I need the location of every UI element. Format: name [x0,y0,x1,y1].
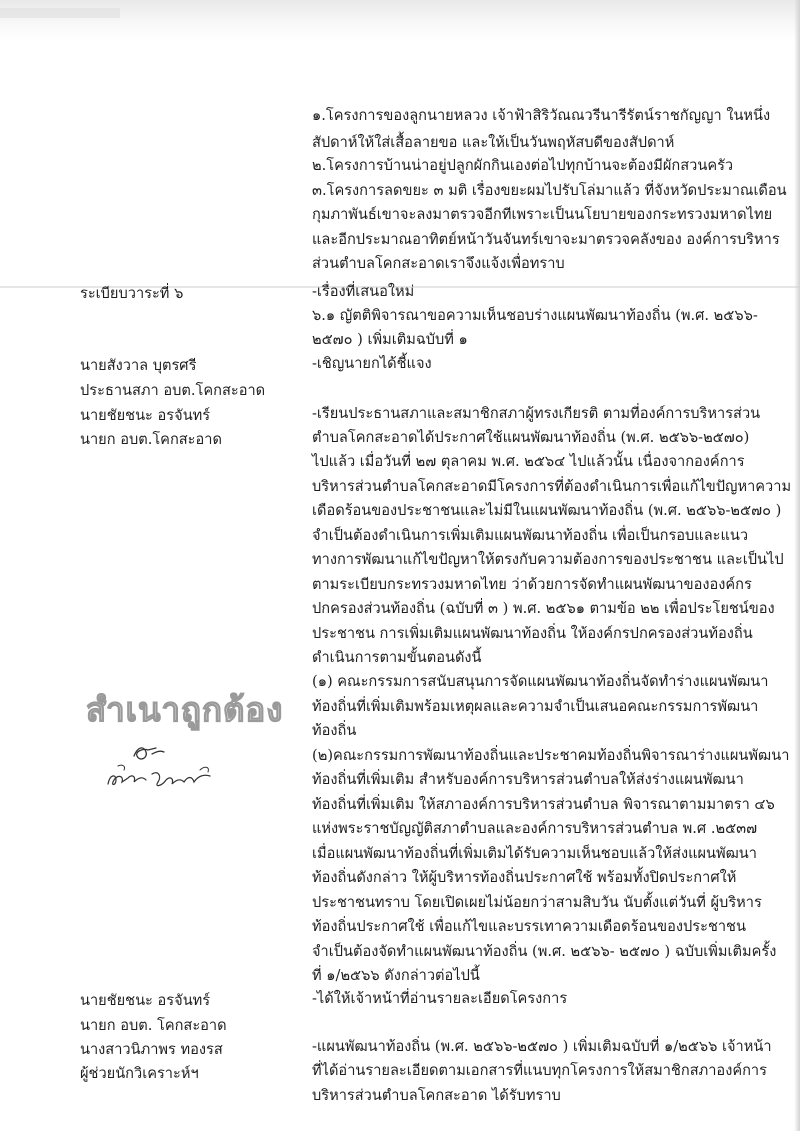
scan-smudge [0,8,120,18]
staff-statement-line: บริหารส่วนตำบลโคกสะอาด ได้รับทราบ [312,1087,561,1104]
top-block-line: กุมภาพันธ์เขาจะลงมาตรวจอีกทีเพราะเป็นนโยบายของกระทรวงมหาดไทย [312,206,773,223]
mayor-statement-line: บริหารส่วนตำบลโคกสะอาดมีโครงการที่ต้องดำเนินการเพื่อแก้ไขปัญหาความ [312,478,792,495]
signature-tail [118,765,208,772]
staff-statement-line: -แผนพัฒนาท้องถิ่น (พ.ศ. ๒๕๖๖-๒๕๗๐ ) เพิ่มเติมฉบับที่ ๑/๒๕๖๖ เจ้าหน้า [312,1038,772,1055]
agenda-6-line: ๖.๑ ญัตติพิจารณาขอความเห็นชอบร่างแผนพัฒนาท้องถิ่น (พ.ศ. ๒๕๖๖- [312,307,758,324]
mayor-statement-line: ทางการพัฒนาแก้ไขปัญหาให้ตรงกับความต้องการของประชาชน และเป็นไป [312,551,784,568]
handwritten-signature [100,736,230,796]
chair-name: นายสังวาล บุตรศรี [80,357,197,374]
mayor-statement-line: ตามระเบียบกระทรวงมหาดไทย ว่าด้วยการจัดทำแผนพัฒนาขององค์กร [312,576,752,593]
mayor-statement-line: ประชาชน การเพิ่มเติมแผนพัฒนาท้องถิ่น ให้องค์กรปกครองส่วนท้องถิ่น [312,625,753,642]
signature-lower-stroke [108,773,210,786]
mayor-statement-line: เมื่อแผนพัฒนาท้องถิ่นที่เพิ่มเติมได้รับความเห็นชอบแล้วให้ส่งแผนพัฒนา [312,845,757,862]
top-block-line: ๑.โครงการของลูกนายหลวง เจ้าฟ้าสิริวัณณวรีนารีรัตน์ราชกัญญา ในหนึ่ง [312,107,771,124]
scan-top-shadow [0,0,800,40]
top-block-line: สัปดาห์ให้ใส่เสื้อลายขอ และให้เป็นวันพฤหัสบดีของสัปดาห์ [312,134,675,151]
chair-role: ประธานสภา อบต.โคกสะอาด [80,382,266,399]
mayor-statement-line: จำเป็นต้องดำเนินการเพิ่มเติมแผนพัฒนาท้องถิ่น เพื่อเป็นกรอบและแนว [312,527,749,544]
mayor-statement-line: ไปแล้ว เมื่อวันที่ ๒๗ ตุลาคม พ.ศ. ๒๕๖๔ ไปแล้วนั้น เนื่องจากองค์การ [312,453,745,470]
mayor-statement-line: เดือดร้อนของประชาชนและไม่มีในแผนพัฒนาท้องถิ่น (พ.ศ. ๒๕๖๖-๒๕๗๐ ) [312,502,782,519]
mayor-name: นายชัยชนะ อรจันทร์ [80,407,211,424]
mayor-statement-line: ที่ ๑/๒๕๖๖ ดังกล่าวต่อไปนี้ [312,967,480,984]
scan-edge-shadow [794,0,800,1131]
mayor-statement-line: ท้องถิ่นที่เพิ่มเติม ให้สภาองค์การบริหารส่วนตำบล พิจารณาตามมาตรา ๔๖ [312,796,775,813]
staff-statement-line: ที่ได้อ่านรายละเอียดตามเอกสารที่แนบทุกโครงการให้สมาชิกสภาองค์การ [312,1062,767,1079]
top-block-line: ส่วนตำบลโคกสะอาดเราจึงแจ้งเพื่อทราบ [312,255,565,272]
bottom-left-line: นายก อบต. โคกสะอาด [80,1017,227,1034]
chair-statement: -เชิญนายกได้ชี้แจง [312,355,432,372]
top-block-line: ๒.โครงการบ้านน่าอยู่ปลูกผักกินเองต่อไปทุกบ้านจะต้องมีผักสวนครัว [312,157,734,174]
mayor-statement-line: ปกครองส่วนท้องถิ่น (ฉบับที่ ๓ ) พ.ศ. ๒๕๖๑ ตามข้อ ๒๒ เพื่อประโยชน์ของ [312,600,775,617]
mayor-statement-line: ท้องถิ่นประกาศใช้ เพื่อแก้ไขและบรรเทาความเดือดร้อนของประชาชน [312,918,746,935]
agenda-6-label: ระเบียบวาระที่ ๖ [80,285,184,302]
bottom-left-line: นางสาวนิภาพร ทองรส [80,1041,223,1058]
mayor-statement-line: ท้องถิ่นที่เพิ่มเติมพร้อมเหตุผลและความจำเป็นเสนอคณะกรรมการพัฒนา [312,698,759,715]
signature-upper-stroke [134,748,164,759]
mayor-statement-line: ตำบลโคกสะอาดได้ประกาศใช้แผนพัฒนาท้องถิ่น (พ.ศ. ๒๕๖๖-๒๕๗๐) [312,429,750,446]
top-block-line: ๓.โครงการลดขยะ ๓ มติ เรื่องขยะผมไปรับโล่มาแล้ว ที่จังหวัดประมาณเดือน [312,182,787,199]
agenda-6-line: -เรื่องที่เสนอใหม่ [312,283,415,300]
mayor-statement-line: ดำเนินการตามขั้นตอนดังนี้ [312,649,482,666]
bottom-left-line: นายชัยชนะ อรจันทร์ [80,992,211,1009]
agenda-6-line: ๒๕๗๐ ) เพิ่มเติมฉบับที่ ๑ [312,331,468,348]
assign-reading: -ได้ให้เจ้าหน้าที่อ่านรายละเอียดโครงการ [312,990,568,1007]
mayor-statement-line: จำเป็นต้องจัดทำแผนพัฒนาท้องถิ่น (พ.ศ. ๒๕๖๖- ๒๕๗๐ ) ฉบับเพิ่มเติมครั้ง [312,943,777,960]
mayor-statement-line: แห่งพระราชบัญญัติสภาตำบลและองค์การบริหารส่วนตำบล พ.ศ .๒๕๓๗ [312,820,758,837]
mayor-statement-line: ท้องถิ่นดังกล่าว ให้ผู้บริหารท้องถิ่นประกาศใช้ พร้อมทั้งปิดประกาศให้ [312,869,737,886]
mayor-statement-line: ท้องถิ่น [312,722,357,739]
stamp-text: สำเนาถูกต้อง [86,690,284,729]
mayor-statement-line: (๑) คณะกรรมการสนับสนุนการจัดแผนพัฒนาท้องถิ่นจัดทำร่างแผนพัฒนา [312,673,769,690]
mayor-statement-line: (๒)คณะกรรมการพัฒนาท้องถิ่นและประชาคมท้องถิ่นพิจารณาร่างแผนพัฒนา [312,747,790,764]
mayor-role: นายก อบต.โคกสะอาด [80,431,222,448]
bottom-left-line: ผู้ช่วยนักวิเคราะห์ฯ [80,1065,199,1082]
top-block-line: และอีกประมาณอาทิตย์หน้าวันจันทร์เขาจะมาตรวจคลังของ องค์การบริหาร [312,231,780,248]
mayor-statement-line: ท้องถิ่นที่เพิ่มเติม สำหรับองค์การบริหารส่วนตำบลให้ส่งร่างแผนพัฒนา [312,771,744,788]
mayor-statement-line: -เรียนประธานสภาและสมาชิกสภาผู้ทรงเกียรติ ตามที่องค์การบริหารส่วน [312,405,761,422]
mayor-statement-line: ประชาชนทราบ โดยเปิดเผยไม่น้อยกว่าสามสิบวัน นับตั้งแต่วันที่ ผู้บริหาร [312,894,762,911]
